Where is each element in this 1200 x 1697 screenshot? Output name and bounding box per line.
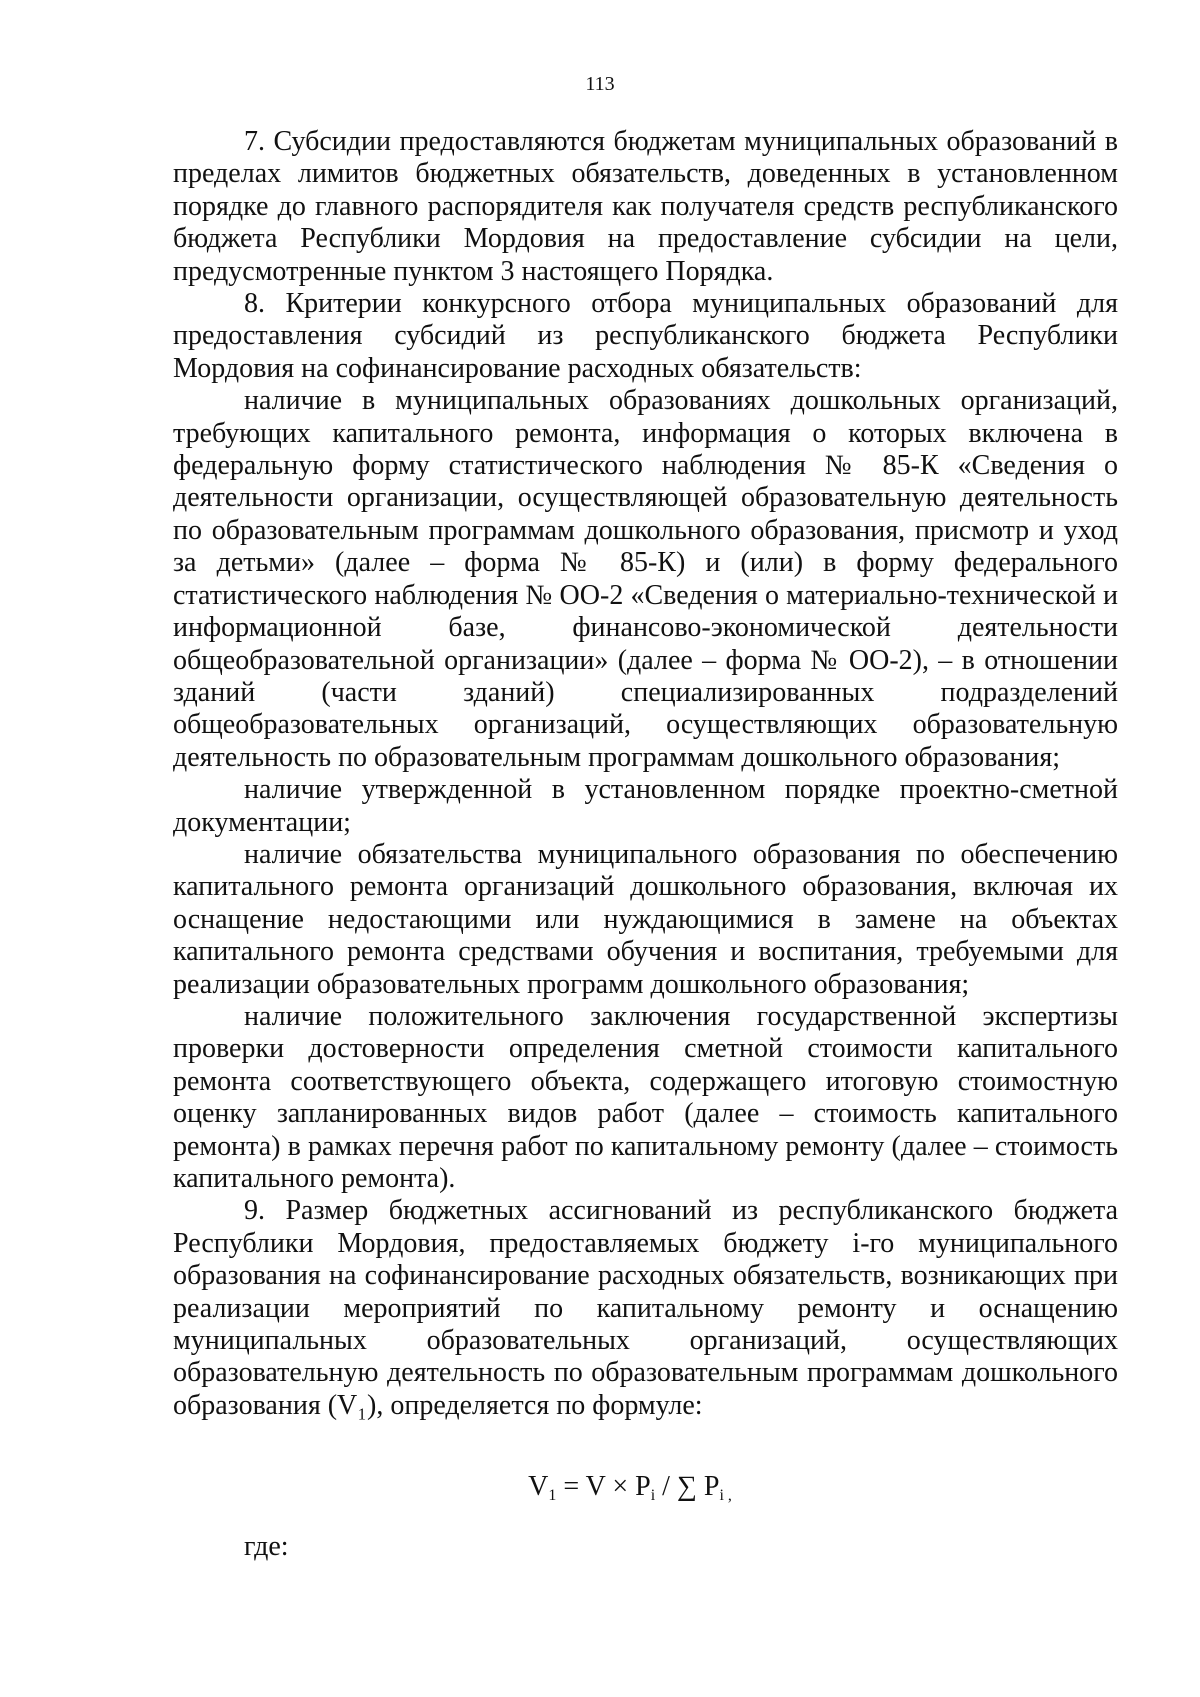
- where-label: где:: [244, 1531, 289, 1562]
- formula-lhs-subscript: 1: [548, 1487, 557, 1504]
- formula-p-subscript: i: [650, 1487, 656, 1504]
- formula-product: = V × P: [556, 1471, 651, 1502]
- criterion-4: наличие положительного заключения государственной экспертизы проверки достоверности определения сметной стоимости капитального ремонта соответствующего объекта, содержащего итоговую стоимостную оценку запланированных видов работ (далее – стоимость капитального ремонта) в рамках перечня работ по капитальному ремонту (далее – стоимость капитального ремонта).: [173, 1000, 1118, 1194]
- formula-sum-subscript: i ,: [719, 1487, 732, 1504]
- paragraph-9: 9. Размер бюджетных ассигнований из республиканского бюджета Республики Мордовия, предоставляемых бюджету i-го муниципального образования на софинансирование расходных обязательств, возникающих при реализации мероприятий по капитальному ремонту и оснащению муниципальных образовательных организаций, осуществляющих образовательную деятельность по образовательным программам дошкольного образования (V₁), определяется по формуле:: [173, 1195, 1118, 1421]
- criterion-2: наличие утвержденной в установленном порядке проектно-сметной документации;: [173, 774, 1118, 838]
- paragraph-8: 8. Критерии конкурсного отбора муниципальных образований для предоставления субсидий из республиканского бюджета Республики Мордовия на софинансирование расходных обязательств:: [173, 288, 1118, 384]
- page-number: 113: [585, 73, 615, 95]
- formula: [0, 1470, 1200, 1504]
- formula-lhs: V: [528, 1471, 549, 1502]
- document-body: [173, 126, 1118, 1422]
- criterion-1: наличие в муниципальных образованиях дошкольных организаций, требующих капитального ремонта, информация о которых включена в федеральную форму статистического наблюдения № 85-К «Сведения о деятельности организации, осуществляющей образовательную деятельность по образовательным программам дошкольного образования, присмотр и уход за детьми» (далее – форма № 85-К) и (или) в форму федерального статистического наблюдения № ОО-2 «Сведения о материально-технической и информационной базе, финансово-экономической деятельности общеобразовательной организации» (далее – форма № ОО-2), – в отношении зданий (части зданий) специализированных подразделений общеобразовательных организаций, осуществляющих образовательную деятельность по образовательным программам дошкольного образования;: [173, 385, 1118, 773]
- paragraph-7: 7. Субсидии предоставляются бюджетам муниципальных образований в пределах лимитов бюджетных обязательств, доведенных в установленном порядке до главного распорядителя как получателя средств республиканского бюджета Республики Мордовия на предоставление субсидии на цели, предусмотренные пунктом 3 настоящего Порядка.: [173, 126, 1118, 287]
- criterion-3: наличие обязательства муниципального образования по обеспечению капитального ремонта организаций дошкольного образования, включая их оснащение недостающими или нуждающимися в замене на объектах капитального ремонта средствами обучения и воспитания, требуемыми для реализации образовательных программ дошкольного образования;: [173, 838, 1118, 1000]
- formula-sum: / ∑ P: [655, 1471, 720, 1502]
